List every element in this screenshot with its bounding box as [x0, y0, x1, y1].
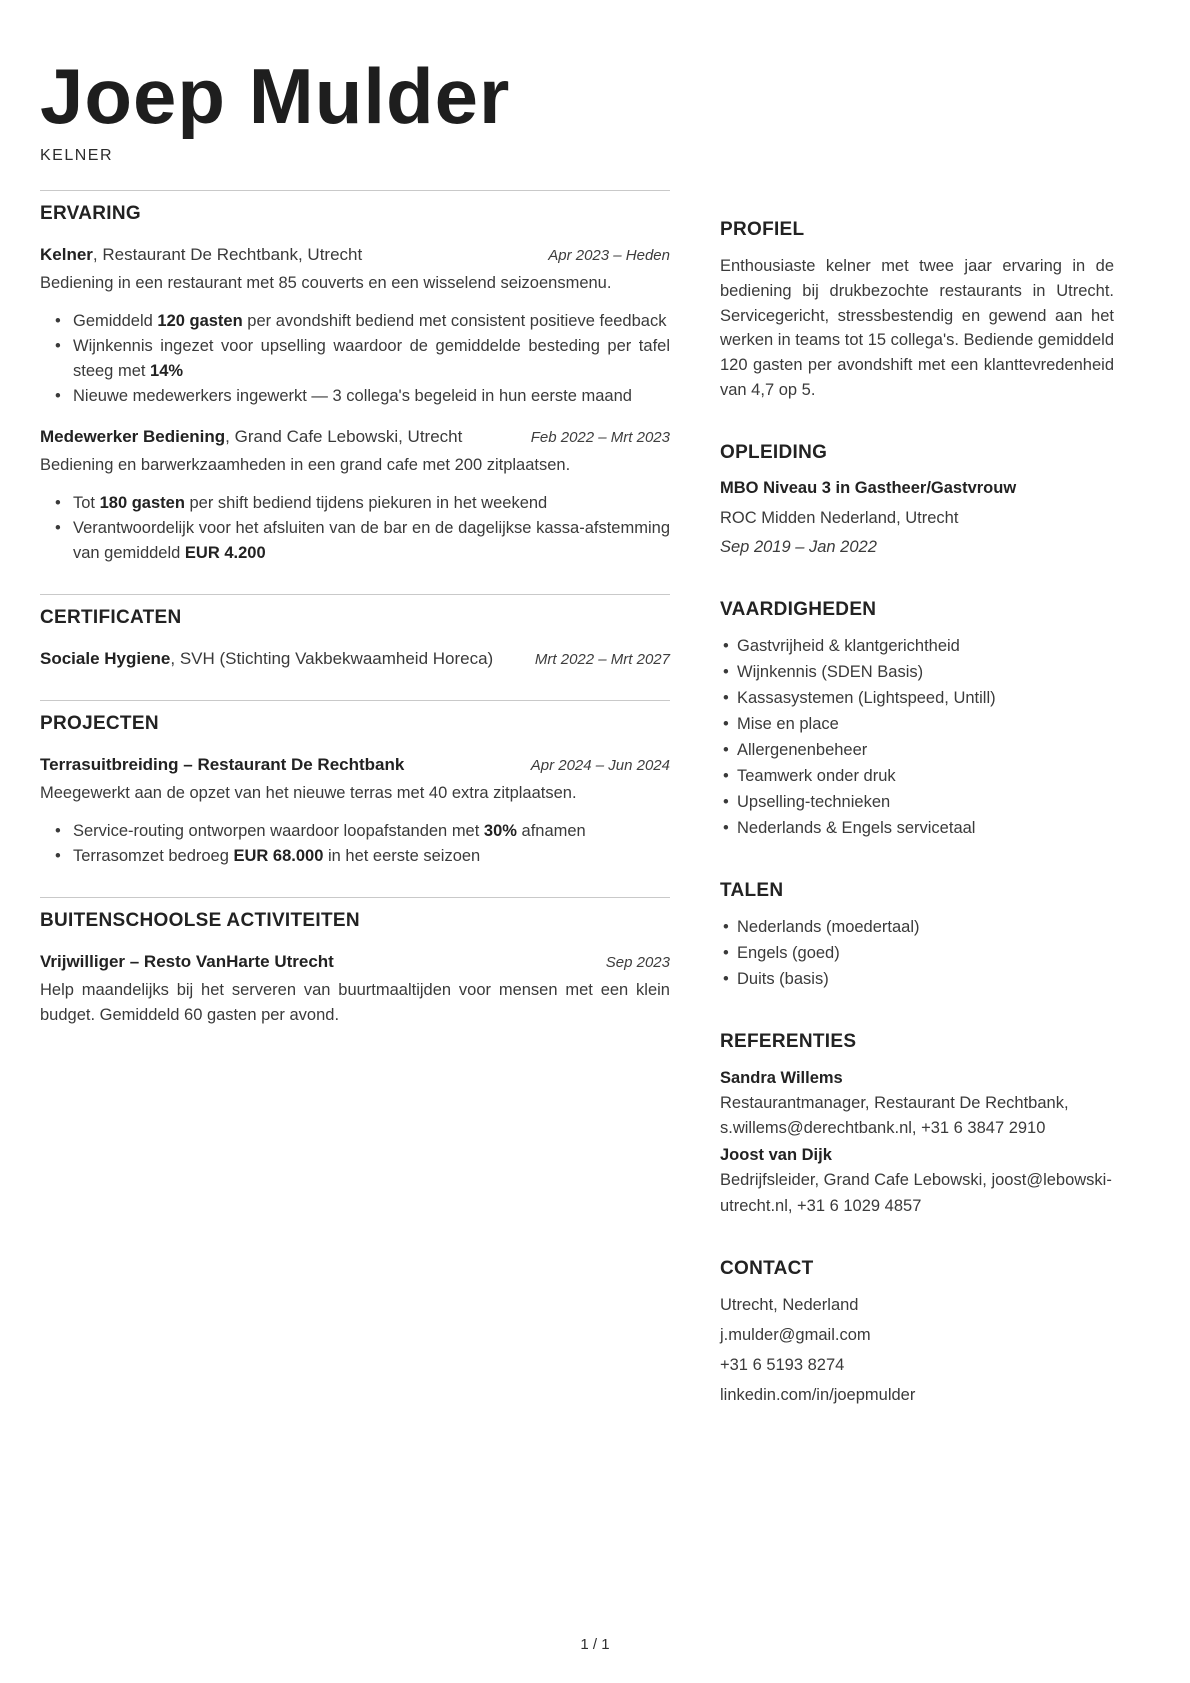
reference-name: Sandra Willems — [720, 1069, 843, 1088]
job-entry-medewerker-bediening — [40, 424, 670, 566]
page-indicator: 1 / 1 — [580, 1636, 610, 1654]
job-dates: Apr 2023 – Heden — [548, 247, 670, 265]
candidate-role: KELNER — [40, 146, 114, 164]
project-name: Terrasuitbreiding – Restaurant De Rechtbank — [40, 755, 405, 775]
section-divider — [40, 700, 670, 701]
section-talen — [720, 877, 1114, 992]
education-school: ROC Midden Nederland, Utrecht — [720, 508, 959, 527]
section-certificaten — [40, 604, 670, 672]
section-heading-certificaten: CERTIFICATEN — [40, 607, 182, 629]
job-title-row — [40, 242, 670, 268]
language-item: • Nederlands (moedertaal) — [737, 915, 1114, 940]
language-item: • Duits (basis) — [737, 967, 1114, 992]
candidate-name: Joep Mulder — [40, 52, 511, 140]
right-column — [720, 190, 1114, 1444]
skill-item: • Gastvrijheid & klantgerichtheid — [737, 634, 1114, 659]
section-heading-referenties: REFERENTIES — [720, 1031, 857, 1053]
job-title-company: , Restaurant De Rechtbank, Utrecht — [92, 245, 363, 265]
certificate-title — [40, 646, 517, 672]
job-title — [40, 424, 513, 450]
section-ervaring — [40, 200, 670, 566]
two-column-layout — [40, 190, 1117, 1444]
project-title-row — [40, 752, 670, 778]
section-heading-buitenschools: BUITENSCHOOLSE ACTIVITEITEN — [40, 910, 360, 932]
activity-title-row — [40, 949, 670, 975]
contact-linkedin: linkedin.com/in/joepmulder — [720, 1385, 916, 1404]
job-title-company: , Grand Cafe Lebowski, Utrecht — [225, 427, 463, 447]
skills-list — [720, 634, 1114, 842]
section-divider — [40, 897, 670, 898]
job-summary: Bediening en barwerkzaamheden in een grand cafe met 200 zitplaatsen. — [40, 456, 571, 475]
education-dates: Sep 2019 – Jan 2022 — [720, 537, 877, 556]
section-heading-vaardigheden: VAARDIGHEDEN — [720, 598, 877, 620]
project-title — [40, 752, 513, 778]
reference-name: Joost van Dijk — [720, 1146, 832, 1165]
bullet-item: • Service-routing ontworpen waardoor loopafstanden met 30% afnamen — [73, 819, 670, 844]
bullet-item: • Gemiddeld 120 gasten per avondshift bediend met consistent positieve feedback — [73, 309, 670, 334]
section-heading-profiel: PROFIEL — [720, 219, 805, 241]
skill-item: • Kassasystemen (Lightspeed, Untill) — [737, 686, 1114, 711]
section-heading-projecten: PROJECTEN — [40, 713, 159, 735]
bullet-item: • Verantwoordelijk voor het afsluiten van de bar en de dagelijkse kassa-afstemming van gemiddeld EUR 4.200 — [73, 516, 670, 566]
job-summary: Bediening in een restaurant met 85 couverts en een wisselend seizoensmenu. — [40, 273, 612, 292]
contact-location: Utrecht, Nederland — [720, 1295, 859, 1314]
section-projecten — [40, 710, 670, 869]
section-heading-contact: CONTACT — [720, 1257, 814, 1279]
activity-entry — [40, 949, 670, 1028]
skill-item: • Wijnkennis (SDEN Basis) — [737, 660, 1114, 685]
project-bullet-list — [40, 819, 670, 869]
section-vaardigheden — [720, 596, 1114, 842]
profile-text: Enthousiaste kelner met twee jaar ervaring in de bediening bij drukbezochte restaurants in Utrecht. Servicegericht, stressbestendig en gewend aan het werken in teams tot 15 collega's. Bediende gemiddeld 120 gasten per avondshift met een klanttevredenheid van 4,7 op 5. — [720, 257, 1114, 399]
certificate-name: Sociale Hygiene — [40, 649, 171, 669]
bullet-item: • Nieuwe medewerkers ingewerkt — 3 collega's begeleid in hun eerste maand — [73, 384, 670, 409]
section-divider — [40, 190, 670, 191]
section-buitenschoolse-activiteiten — [40, 907, 670, 1028]
language-item: • Engels (goed) — [737, 941, 1114, 966]
project-dates: Apr 2024 – Jun 2024 — [530, 757, 670, 775]
certificate-title-row — [40, 646, 670, 672]
bullet-item: • Wijnkennis ingezet voor upselling waardoor de gemiddelde besteding per tafel steeg met 14% — [73, 334, 670, 384]
skill-item: • Teamwerk onder druk — [737, 764, 1114, 789]
section-opleiding — [720, 439, 1114, 560]
left-column — [40, 190, 670, 1444]
contact-phone: +31 6 5193 8274 — [720, 1355, 845, 1374]
project-entry — [40, 752, 670, 869]
resume-header — [40, 52, 1117, 168]
bullet-item: • Terrasomzet bedroeg EUR 68.000 in het eerste seizoen — [73, 844, 670, 869]
activity-summary: Help maandelijks bij het serveren van buurtmaaltijden voor mensen met een klein budget. Gemiddeld 60 gasten per avond. — [40, 980, 670, 1024]
skill-item: • Allergenenbeheer — [737, 738, 1114, 763]
job-bullet-list — [40, 491, 670, 566]
job-title-role: Medewerker Bediening — [40, 427, 226, 447]
section-contact — [720, 1255, 1114, 1408]
section-heading-talen: TALEN — [720, 880, 784, 902]
certificate-issuer: , SVH (Stichting Vakbekwaamheid Horeca) — [170, 649, 494, 669]
skill-item: • Upselling-technieken — [737, 790, 1114, 815]
job-bullet-list — [40, 309, 670, 409]
section-heading-ervaring: ERVARING — [40, 203, 141, 225]
project-summary: Meegewerkt aan de opzet van het nieuwe terras met 40 extra zitplaatsen. — [40, 783, 577, 802]
job-entry-kelner — [40, 242, 670, 409]
activity-name: Vrijwilliger – Resto VanHarte Utrecht — [40, 951, 334, 971]
contact-email: j.mulder@gmail.com — [720, 1325, 871, 1344]
activity-dates: Sep 2023 — [605, 953, 670, 971]
skill-item: • Mise en place — [737, 712, 1114, 737]
section-referenties — [720, 1028, 1114, 1218]
bullet-item: • Tot 180 gasten per shift bediend tijdens piekuren in het weekend — [73, 491, 670, 516]
education-degree: MBO Niveau 3 in Gastheer/Gastvrouw — [720, 479, 1017, 498]
job-title — [40, 242, 530, 268]
languages-list — [720, 915, 1114, 992]
section-heading-opleiding: OPLEIDING — [720, 441, 828, 463]
section-profiel — [720, 216, 1114, 402]
page-footer — [0, 1634, 1190, 1657]
certificate-dates: Mrt 2022 – Mrt 2027 — [534, 651, 670, 669]
job-title-role: Kelner — [40, 245, 93, 265]
job-dates: Feb 2022 – Mrt 2023 — [530, 429, 670, 447]
section-divider — [40, 594, 670, 595]
skill-item: • Nederlands & Engels servicetaal — [737, 816, 1114, 841]
reference-detail: Bedrijfsleider, Grand Cafe Lebowski, joost@lebowski-utrecht.nl, +31 6 1029 4857 — [720, 1171, 1112, 1215]
activity-title — [40, 949, 588, 975]
certificate-entry — [40, 646, 670, 672]
job-title-row — [40, 424, 670, 450]
reference-detail: Restaurantmanager, Restaurant De Rechtbank, s.willems@derechtbank.nl, +31 6 3847 2910 — [720, 1094, 1069, 1138]
